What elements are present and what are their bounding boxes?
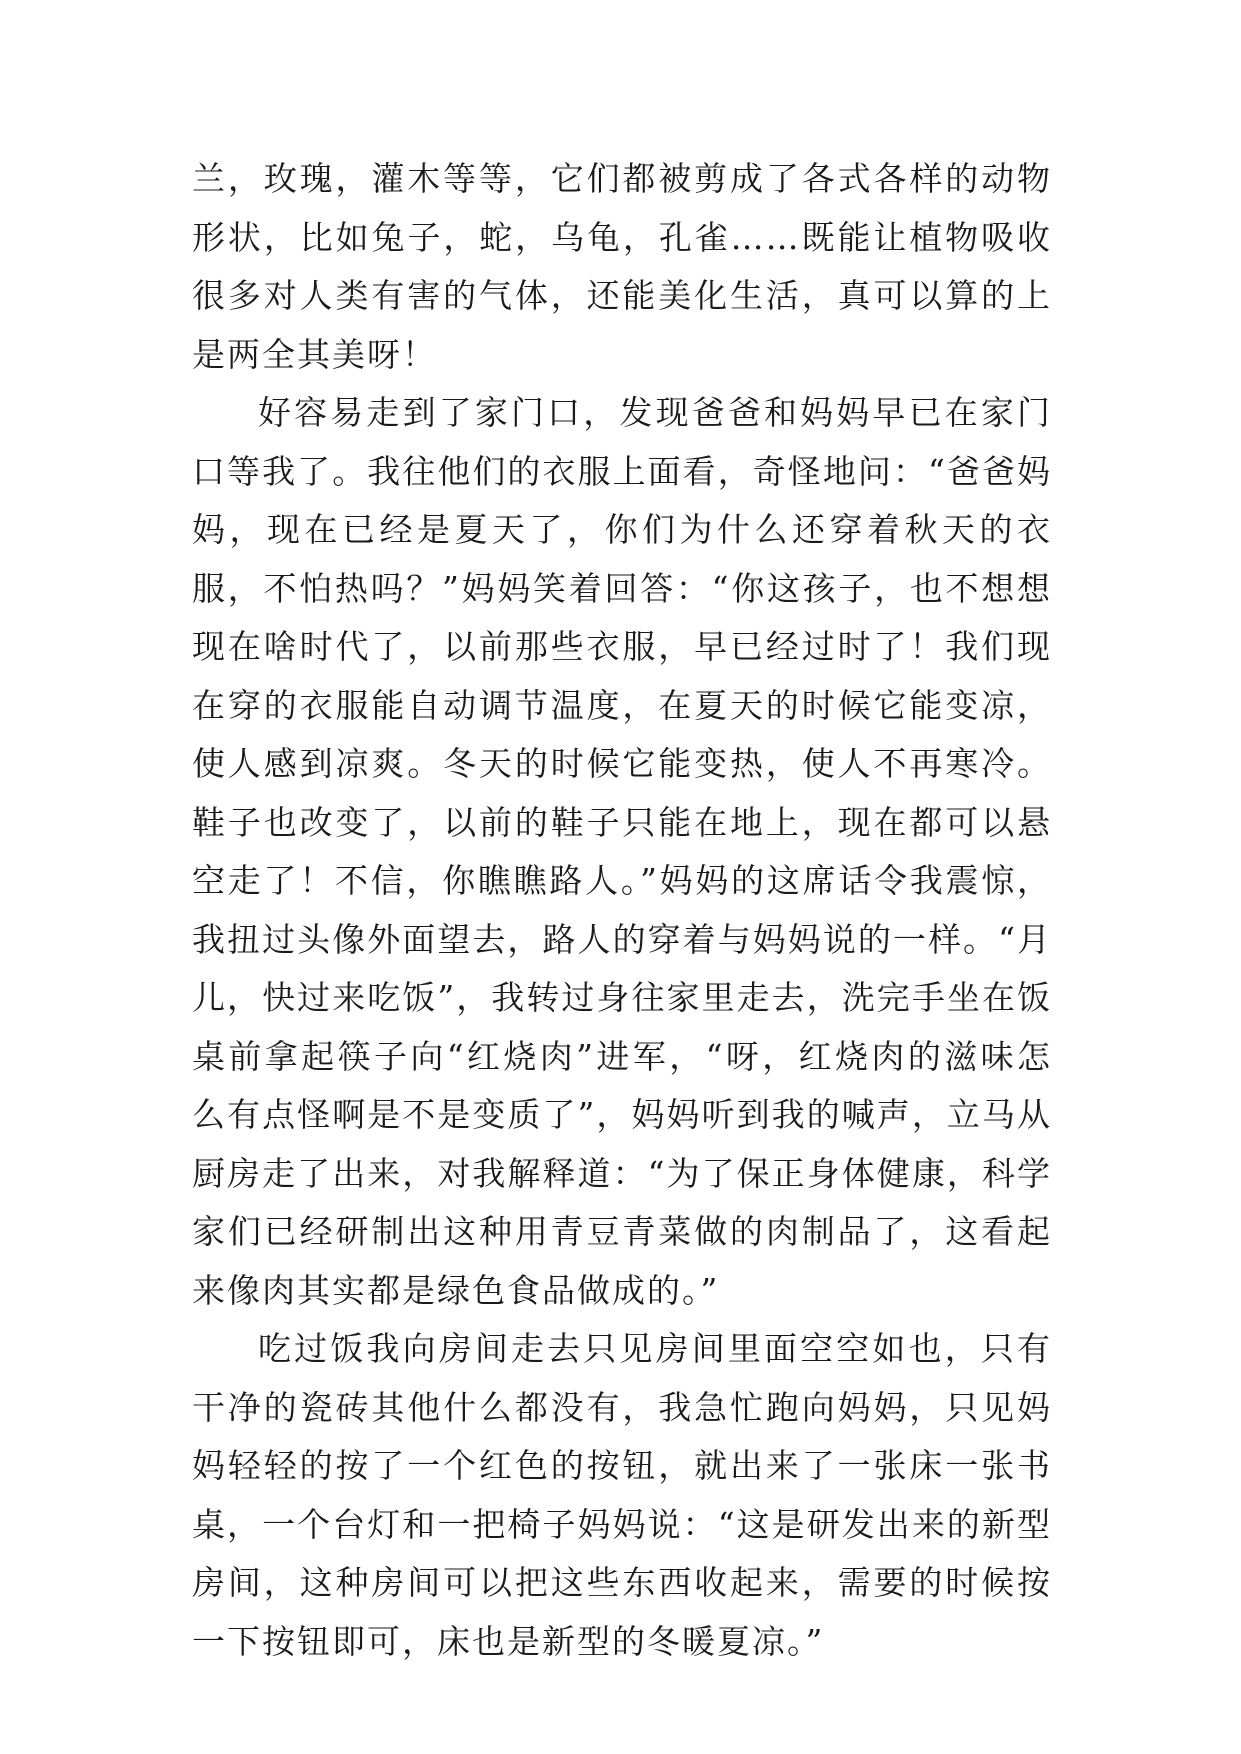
- paragraph-new-room: 吃过饭我向房间走去只见房间里面空空如也，只有干净的瓷砖其他什么都没有，我急忙跑向妈妈，只见妈妈轻轻的按了一个红色的按钮，就出来了一张床一张书桌，一个台灯和一把椅子妈妈说：“这是研发出来的新型房间，这种房间可以把这些东西收起来，需要的时候按一下按钮即可，床也是新型的冬暖夏凉。”: [192, 1329, 1052, 1661]
- paragraph-continued: 兰，玫瑰，灌木等等，它们都被剪成了各式各样的动物形状，比如兔子，蛇，乌龟，孔雀……既能让植物吸收很多对人类有害的气体，还能美化生活，真可以算的上是两全其美呀！: [192, 159, 1052, 374]
- document-body: [192, 150, 1052, 1671]
- paragraph-arrival-home: 好容易走到了家门口，发现爸爸和妈妈早已在家门口等我了。我往他们的衣服上面看，奇怪地问：“爸爸妈妈，现在已经是夏天了，你们为什么还穿着秋天的衣服，不怕热吗？”妈妈笑着回答：“你这孩子，也不想想现在啥时代了，以前那些衣服，早已经过时了！我们现在穿的衣服能自动调节温度，在夏天的时候它能变凉，使人感到凉爽。冬天的时候它能变热，使人不再寒冷。鞋子也改变了，以前的鞋子只能在地上，现在都可以悬空走了！不信，你瞧瞧路人。”妈妈的这席话令我震惊，我扭过头像外面望去，路人的穿着与妈妈说的一样。“月儿，快过来吃饭”，我转过身往家里走去，洗完手坐在饭桌前拿起筷子向“红烧肉”进军，“呀，红烧肉的滋味怎么有点怪啊是不是变质了”，妈妈听到我的喊声，立马从厨房走了出来，对我解释道：“为了保正身体健康，科学家们已经研制出这种用青豆青菜做的肉制品了，这看起来像肉其实都是绿色食品做成的。”: [192, 393, 1052, 1310]
